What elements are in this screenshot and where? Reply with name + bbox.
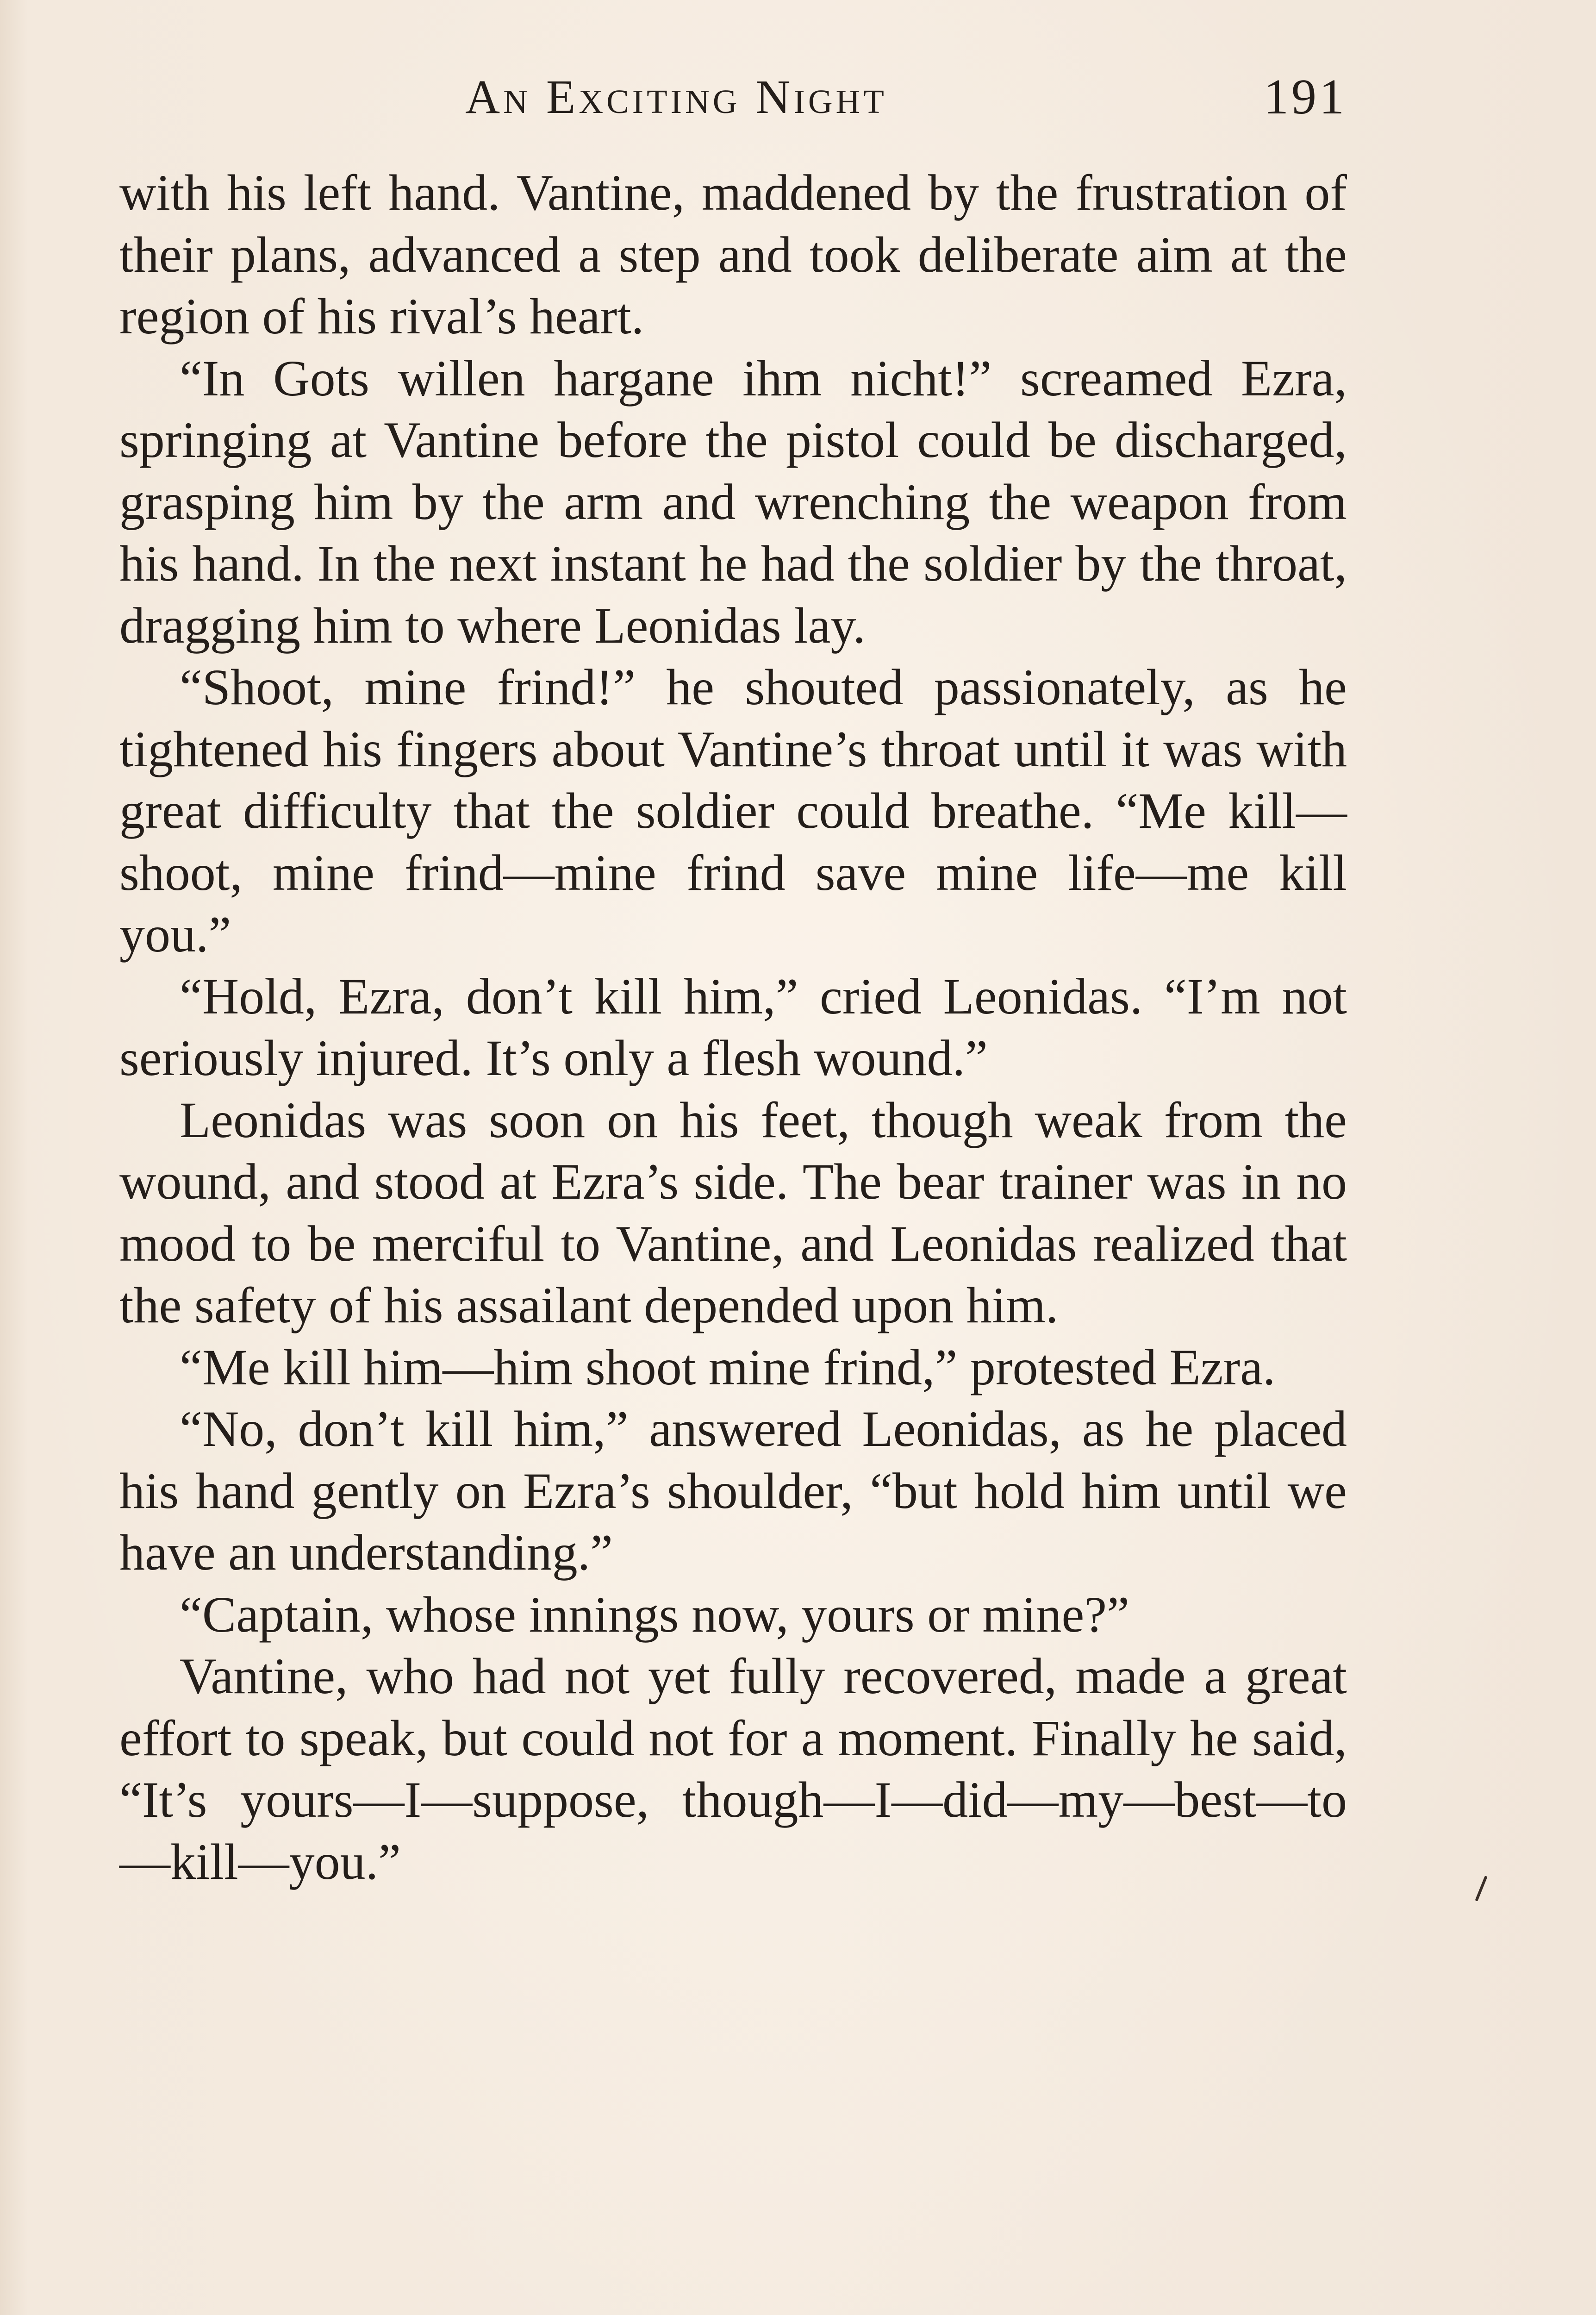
paragraph-7: “No, don’t kill him,” answered Leonidas, as he placed his hand gently on Ezra’s shoulder, “but hold him until we have an understanding.” bbox=[119, 1401, 1347, 1581]
paragraph-2: “In Gots willen hargane ihm nicht!” screamed Ezra, springing at Vantine before the pistol could be discharged, grasping him by the arm and wrenching the weapon from his hand. In the next instant he had the soldier by the throat, dragging him to where Leonidas lay. bbox=[119, 350, 1347, 654]
running-head bbox=[120, 65, 1347, 130]
paragraph-8: “Captain, whose innings now, yours or mine?” bbox=[180, 1586, 1129, 1643]
ink-speck bbox=[1475, 1876, 1487, 1902]
paragraph-1: with his left hand. Vantine, maddened by the frustration of their plans, advanced a step and took deliberate aim at the region of his rival’s heart. bbox=[119, 164, 1347, 344]
paragraph-4: “Hold, Ezra, don’t kill him,” cried Leonidas. “I’m not seriously injured. It’s only a flesh wound.” bbox=[119, 968, 1347, 1086]
paragraph-3: “Shoot, mine frind!” he shouted passionately, as he tightened his fingers about Vantine’s throat until it was with great difficulty that the soldier could breathe. “Me kill—shoot, mine frind—mine frind save mine life—me kill you.” bbox=[119, 659, 1347, 963]
page-number: 191 bbox=[1264, 69, 1347, 125]
paragraph-6: “Me kill him—him shoot mine frind,” protested Ezra. bbox=[180, 1339, 1276, 1395]
body-text bbox=[119, 162, 1347, 1893]
paragraph-9: Vantine, who had not yet fully recovered, made a great effort to speak, but could not for a moment. Finally he said, “It’s yours—I—suppose, though—I—did—my—best—to—kill—you.” bbox=[119, 1648, 1347, 1890]
paragraph-5: Leonidas was soon on his feet, though weak from the wound, and stood at Ezra’s side. The bear trainer was in no mood to be merciful to Vantine, and Leonidas realized that the safety of his assailant depended upon him. bbox=[119, 1091, 1347, 1333]
chapter-title: An Exciting Night bbox=[465, 70, 887, 124]
